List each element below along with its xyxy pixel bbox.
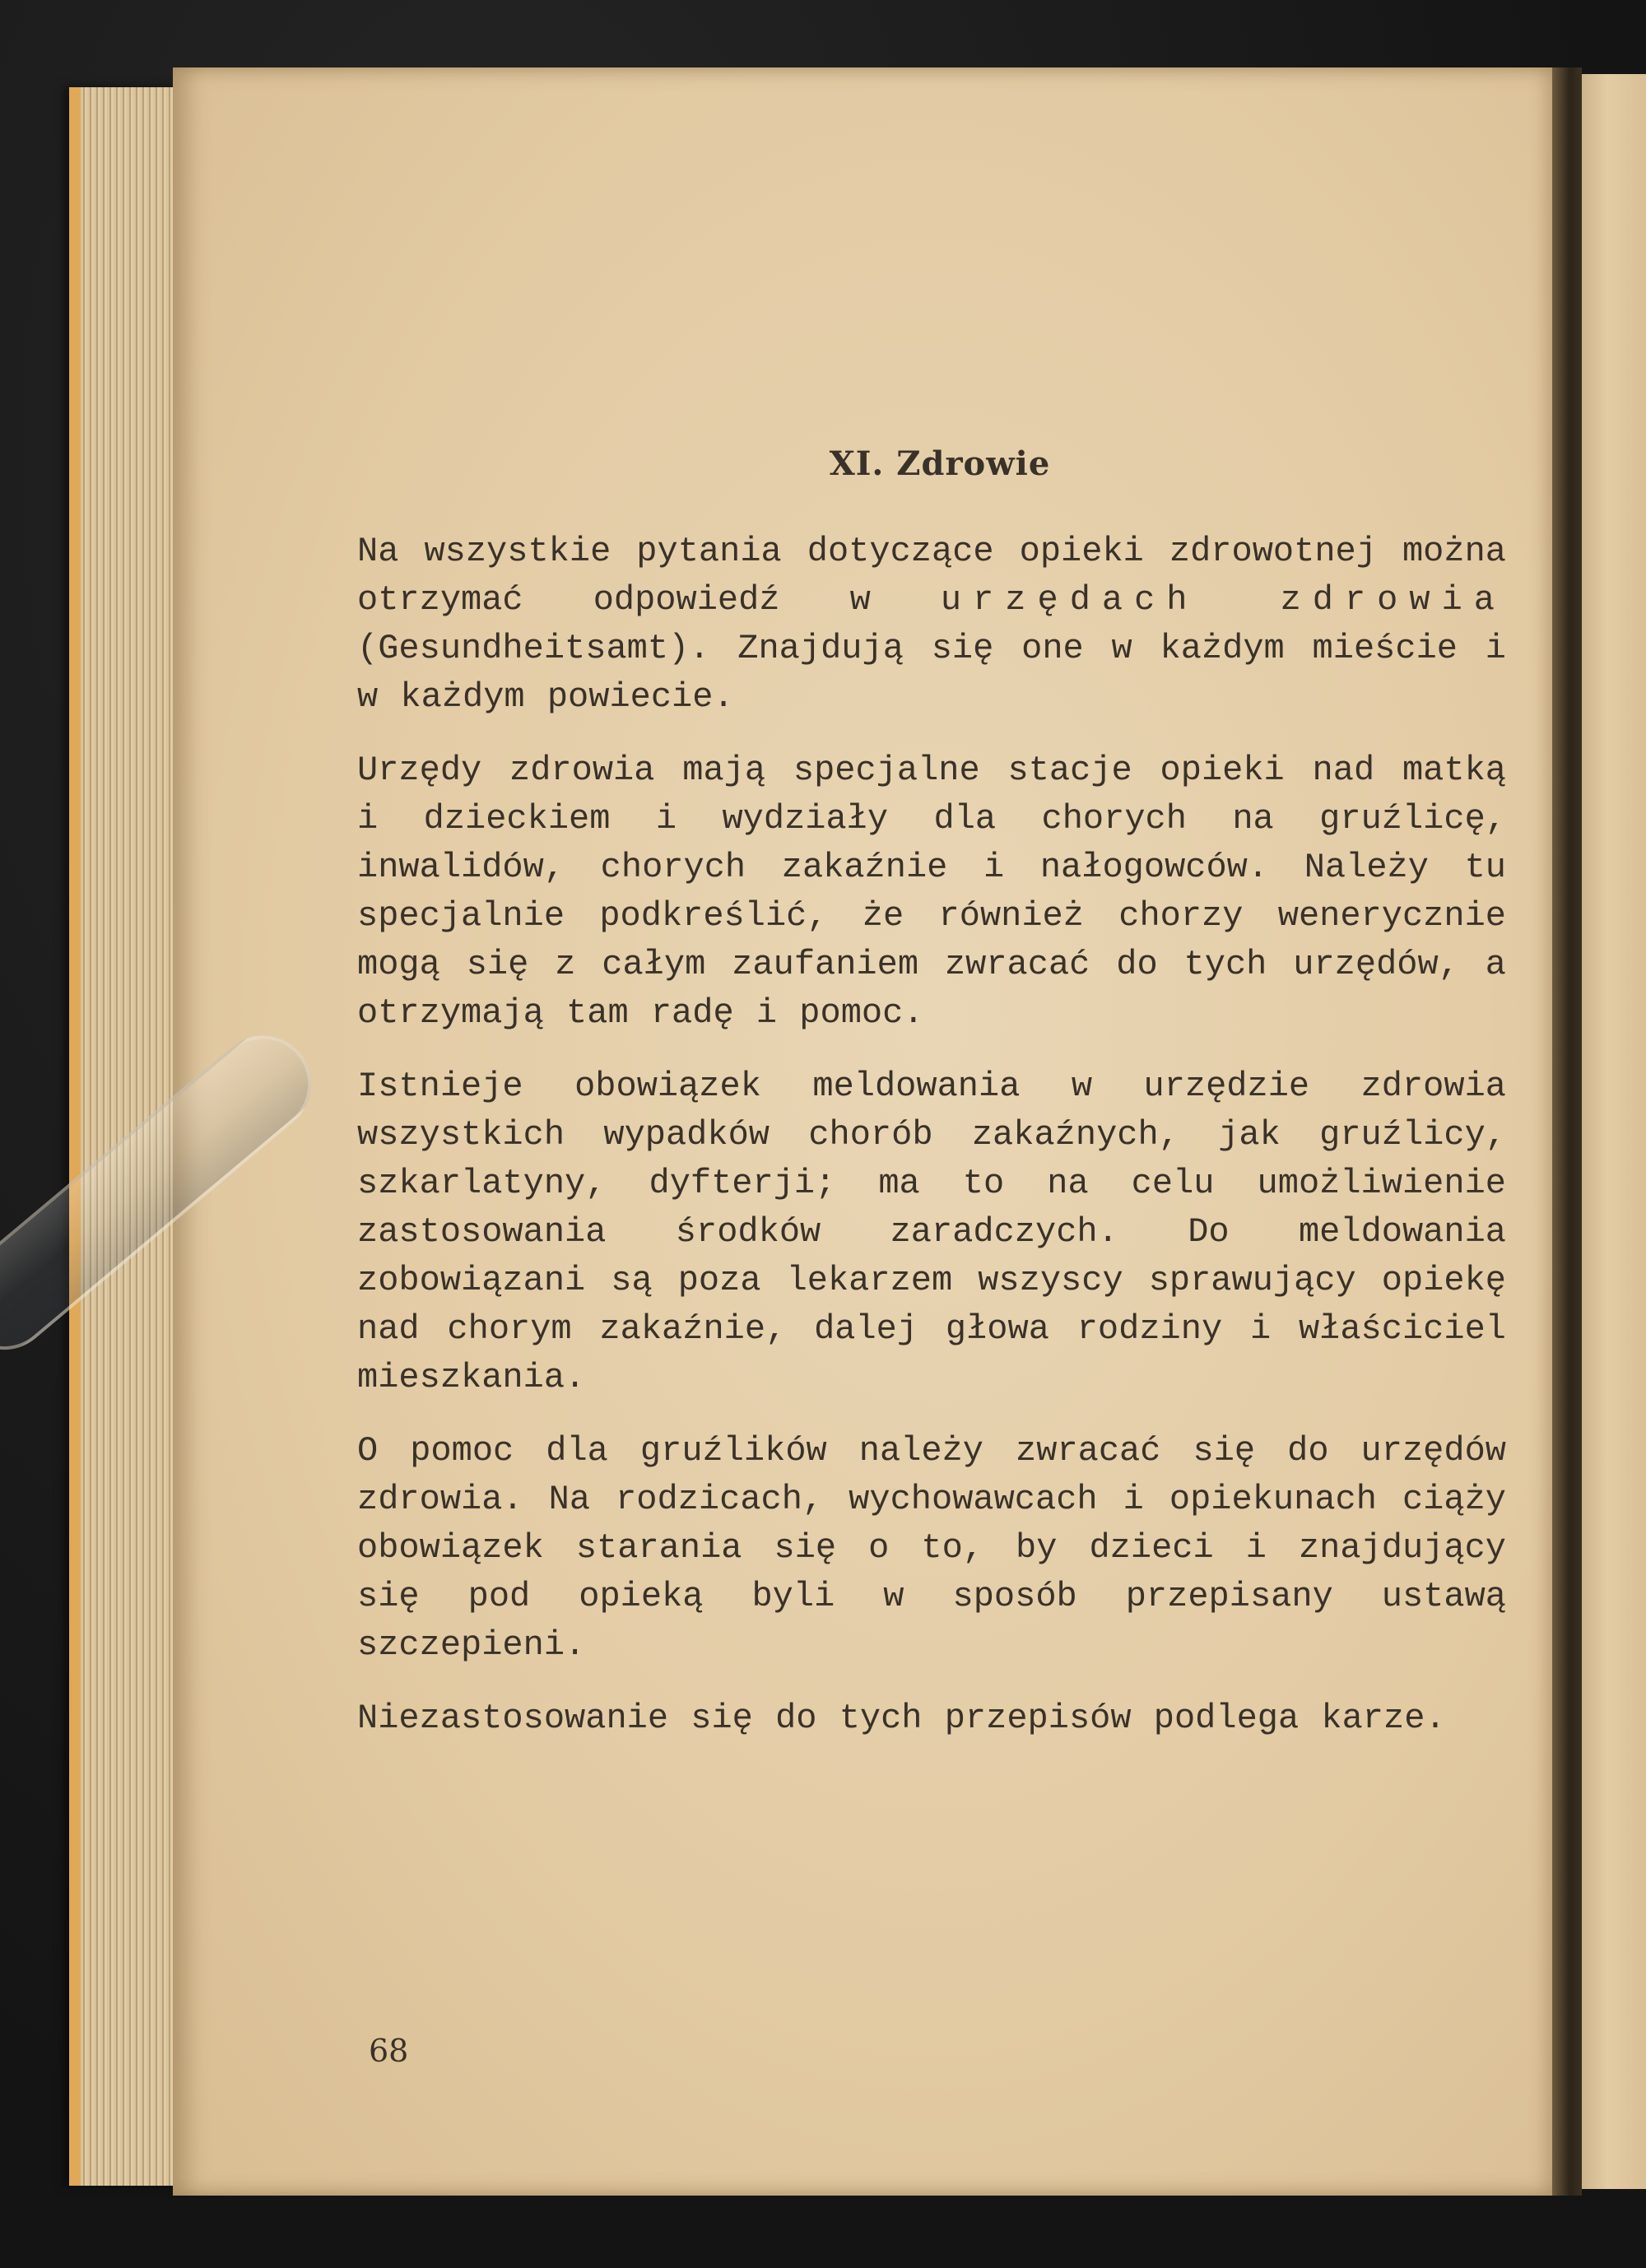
paragraph-1-emphasis: urzędach zdrowia [940, 580, 1506, 620]
next-page-edge [1582, 74, 1646, 2189]
book-gutter [1552, 67, 1582, 2196]
paragraph-2: Urzędy zdrowia mają specjalne stacje opieki nad matką i dzieckiem i wydziały dla chorych na gruźlicę, inwalidów, chorych zakaźnie i nałogowców. Należy tu specjalnie podkreślić, że również chorzy wenerycznie mogą się z całym zaufaniem zwracać do tych urzędów, a otrzymają tam radę i pomoc. [357, 751, 1506, 1033]
paragraph-1 [357, 527, 1506, 722]
paragraph-1-before: Na wszystkie pytania dotyczące opieki zdrowotnej można otrzymać odpowiedź w [357, 532, 1506, 620]
paragraph-1-after: (Gesundheitsamt). Znajdują się one w każdym mieście i w każdym powiecie. [357, 629, 1506, 717]
page-number: 68 [369, 2033, 409, 2069]
paragraph-3: Istnieje obowiązek meldowania w urzędzie zdrowia wszystkich wypadków chorób zakaźnych, jak gruźlicy, szkarlatyny, dyfterji; ma to na celu umożliwienie zastosowania środków zaradczych. Do meldowania zobowiązani są poza lekarzem wszyscy sprawujący opiekę nad chorym zakaźnie, dalej głowa rodziny i właściciel mieszkania. [357, 1067, 1506, 1397]
chapter-title: XI. Zdrowie [829, 444, 1051, 483]
paragraph-4: O pomoc dla gruźlików należy zwracać się do urzędów zdrowia. Na rodzicach, wychowawcach i opiekunach ciąży obowiązek starania się o to, by dzieci i znajdujący się pod opieką byli w sposób przepisany ustawą szczepieni. [357, 1431, 1506, 1665]
paragraph-5: Niezastosowanie się do tych przepisów podlega karze. [357, 1699, 1446, 1738]
page-text [357, 444, 1506, 1768]
